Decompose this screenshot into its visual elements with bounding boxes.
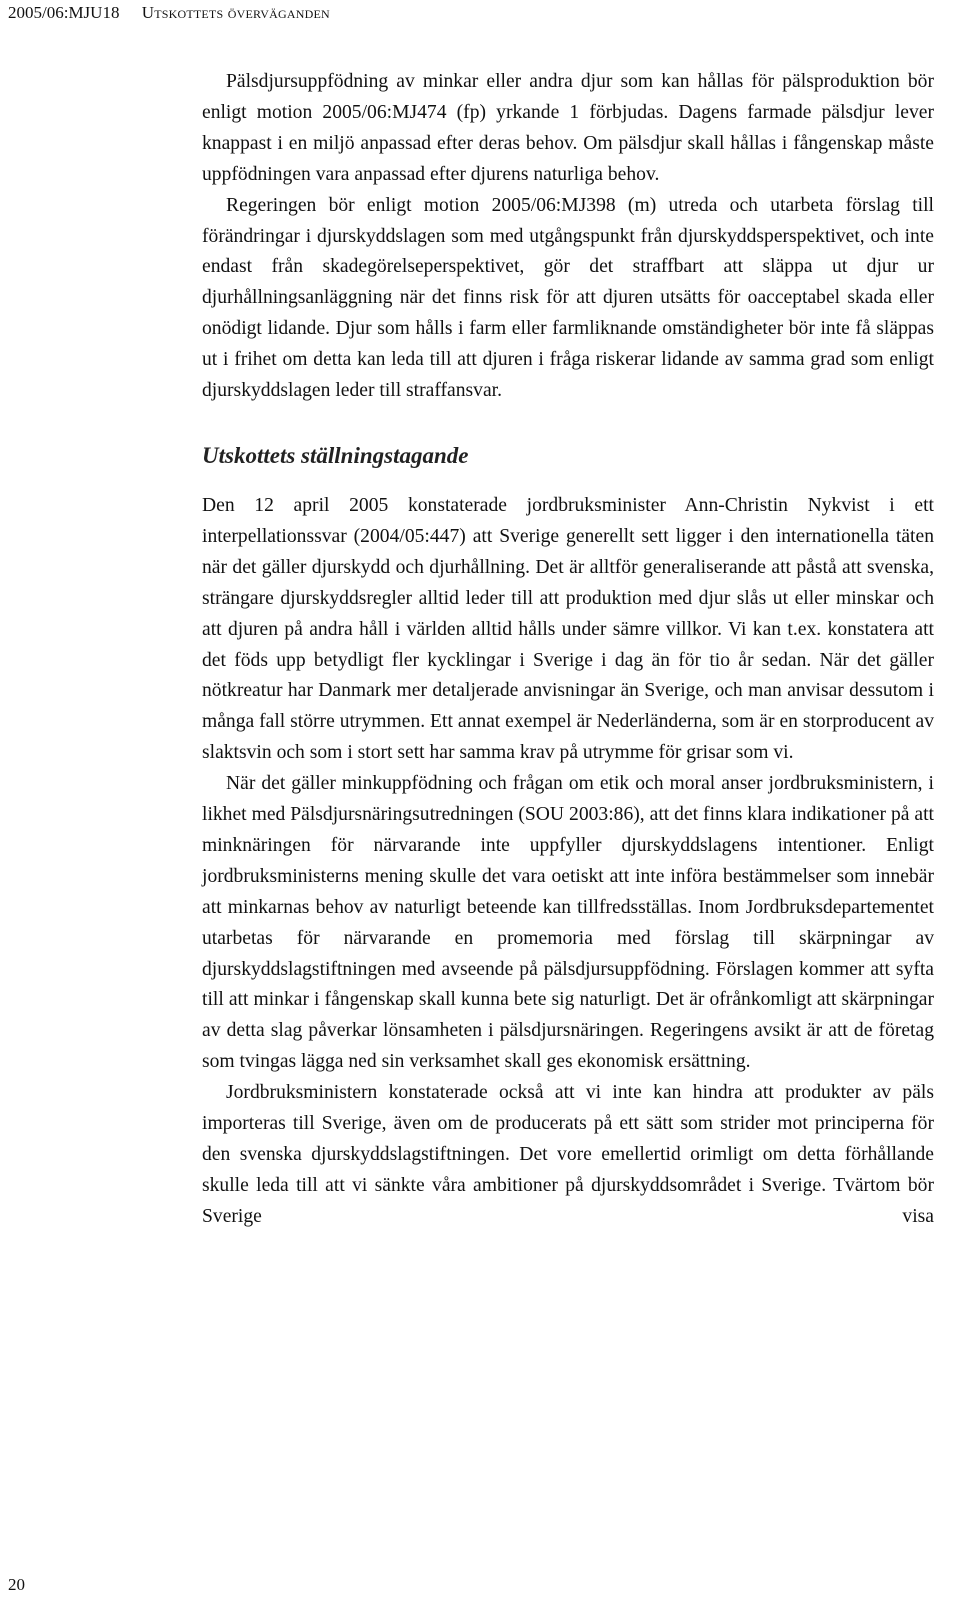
motion-paragraph: Pälsdjursuppfödning av minkar eller andra djur som kan hållas för pälsproduktion bör enligt motion 2005/06:MJ474 (fp) yrkande 1 förbjudas. Dagens farmade pälsdjur lever knappast i en miljö anpassad efter deras behov. Om pälsdjur skall hållas i fångenskap måste uppfödningen vara anpassad efter djurens naturliga behov. [202, 71, 934, 185]
main-content [202, 67, 934, 1233]
page-header [8, 2, 330, 24]
motion-paragraph: Regeringen bör enligt motion 2005/06:MJ398 (m) utreda och utarbeta förslag till förändringar i djurskyddslagen som med utgångspunkt från djurskyddsperspektivet, och inte endast från skadegörelseperspektivet, gör det straffbart att släppa ut djur ur djurhållningsanläggning när det finns risk för att djuren utsätts för oacceptabel skada eller onödigt lidande. Djur som hålls i farm eller farmliknande omständigheter bör inte få släppas ut i frihet om detta kan leda till att djuren i fråga riskerar lidande av samma grad som enligt djurskyddslagen leder till straffansvar. [202, 194, 934, 402]
position-paragraph: Den 12 april 2005 konstaterade jordbruksminister Ann-Christin Nykvist i ett interpellationssvar (2004/05:447) att Sverige generellt sett ligger i den internationella täten när det gäller djurskydd och djurhållning. Det är alltför generaliserande att påstå att svenska, strängare djurskyddsregler alltid leder till att produktion med djur slås ut eller minskar och att djuren på andra håll i världen alltid hålls under sämre villkor. Vi kan t.ex. konstatera att det föds upp betydligt fler kycklingar i Sverige i dag än för tio år sedan. När det gäller nötkreatur har Danmark mer detaljerade anvisningar än Sverige, och man anvisar dessutom i många fall större utrymmen. Ett annat exempel är Nederländerna, som är en storproducent av slaktsvin och som i stort sett har samma krav på utrymme för grisar som vi. [202, 494, 934, 764]
page-number: 20 [8, 1575, 25, 1594]
position-paragraph: Jordbruksministern konstaterade också att vi inte kan hindra att produkter av päls importeras till Sverige, även om de producerats på ett sätt som strider mot principerna för den svenska djurskyddslagstiftningen. Det vore emellertid orimligt om detta förhållande skulle leda till att vi sänkte våra ambitioner på djurskyddsområdet i Sverige. Tvärtom bör Sverige visa [202, 1082, 934, 1227]
section-title: Utskottets överväganden [141, 3, 330, 22]
position-paragraph: När det gäller minkuppfödning och frågan om etik och moral anser jordbruksministern, i likhet med Pälsdjursnäringsutredningen (SOU 2003:86), att det finns klara indikationer på att minknäringen för närvarande inte uppfyller djurskyddslagens intentioner. Enligt jordbruksministerns mening skulle det vara oetiskt att inte införa bestämmelser som innebär att minkarnas behov av naturligt beteende kan tillfredsställas. Inom Jordbruksdepartementet utarbetas för närvarande en promemoria med förslag till skärpningar av djurskyddslagstiftningen med avseende på pälsdjursuppfödning. Förslagen kommer att syfta till att minkar i fångenskap skall kunna bete sig naturligt. Det är ofrånkomligt att skärpningar av detta slag påverkar lönsamheten i pälsdjursnäringen. Regeringens avsikt är att de företag som tvingas lägga ned sin verksamhet skall ges ekonomisk ersättning. [202, 773, 934, 1073]
committee-position-heading: Utskottets ställningstagande [202, 442, 469, 468]
document-reference: 2005/06:MJU18 [8, 3, 120, 22]
